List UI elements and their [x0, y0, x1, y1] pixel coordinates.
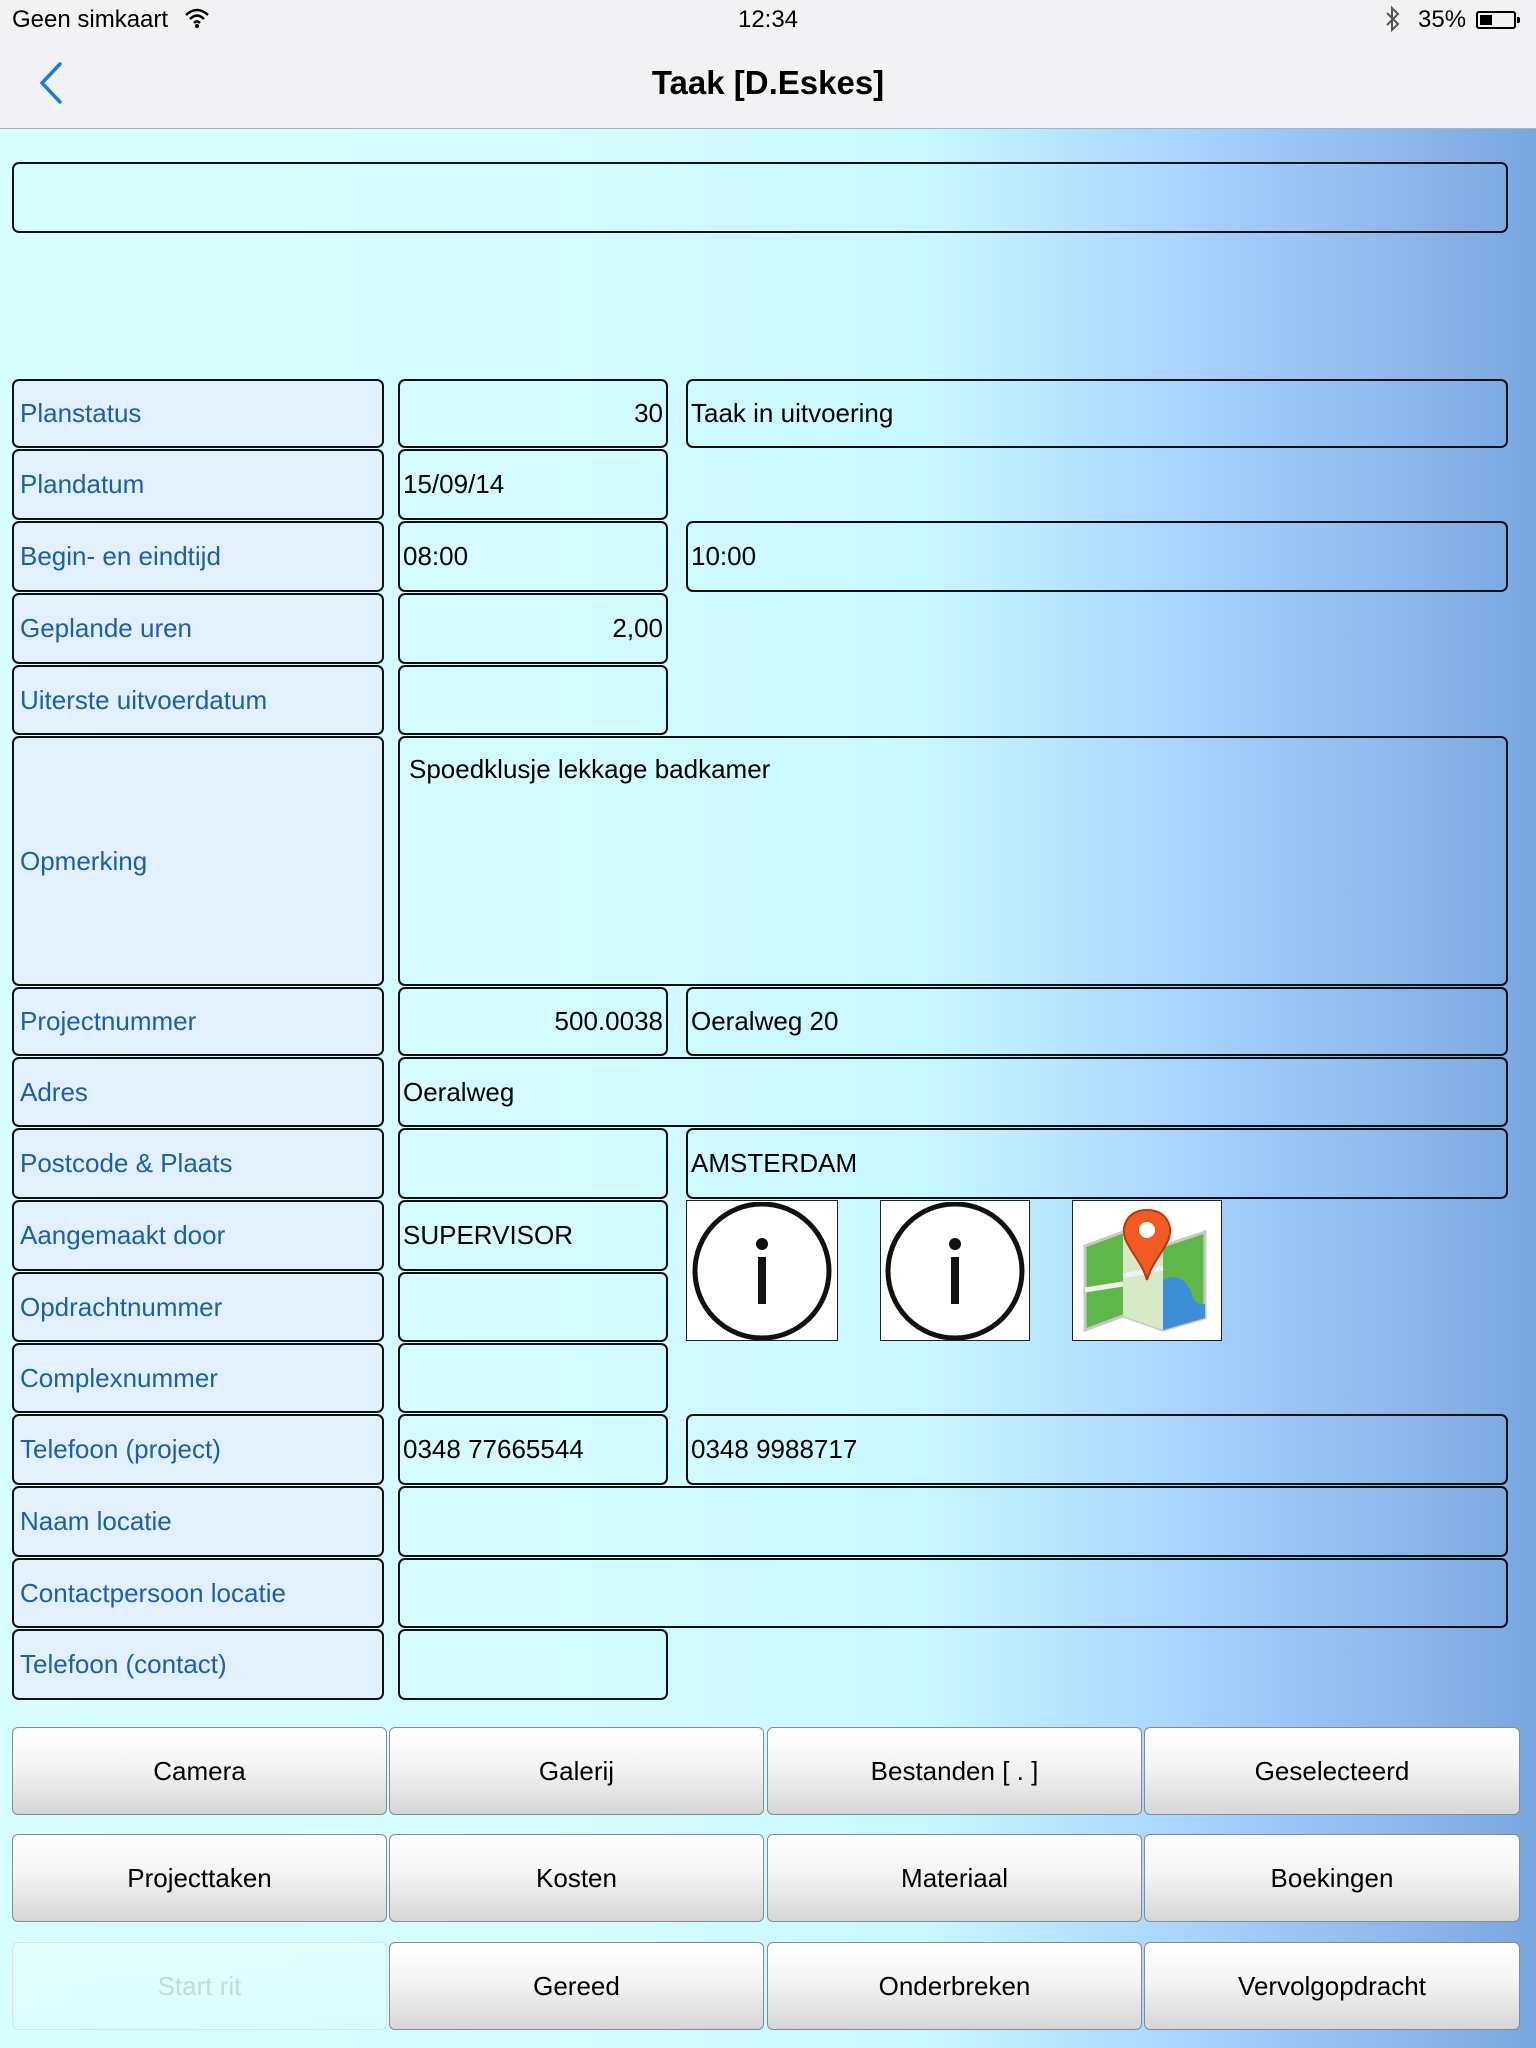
navigation-bar [0, 42, 1536, 129]
geplande-uren-field[interactable]: 2,00 [398, 593, 668, 664]
telefoon-project-field-2[interactable]: 0348 9988717 [686, 1414, 1508, 1485]
tijd-label: Begin- en eindtijd [12, 521, 384, 592]
projecttaken-button[interactable]: Projecttaken [12, 1834, 387, 1922]
opmerking-textarea[interactable]: Spoedklusje lekkage badkamer [398, 736, 1508, 986]
aangemaakt-door-field[interactable]: SUPERVISOR [398, 1200, 668, 1271]
clock: 12:34 [737, 6, 799, 33]
planstatus-label: Planstatus [12, 379, 384, 448]
projectnummer-field[interactable]: 500.0038 [398, 987, 668, 1056]
uiterste-uitvoerdatum-label: Uiterste uitvoerdatum [12, 665, 384, 735]
telefoon-contact-label: Telefoon (contact) [12, 1629, 384, 1700]
begintijd-field[interactable]: 08:00 [398, 521, 668, 592]
gereed-button[interactable]: Gereed [389, 1942, 764, 2030]
geselecteerd-button[interactable]: Geselecteerd [1144, 1727, 1520, 1815]
top-input[interactable] [12, 162, 1508, 233]
telefoon-project-field-1[interactable]: 0348 77665544 [398, 1414, 668, 1485]
projectnummer-label: Projectnummer [12, 987, 384, 1056]
info-icon [689, 1202, 835, 1340]
boekingen-button[interactable]: Boekingen [1144, 1834, 1520, 1922]
map-pin-icon [1077, 1206, 1217, 1336]
projectnaam-field[interactable]: Oeralweg 20 [686, 987, 1508, 1056]
status-bar [0, 0, 1536, 42]
galerij-button[interactable]: Galerij [389, 1727, 764, 1815]
map-button[interactable] [1072, 1200, 1222, 1341]
aangemaakt-door-label: Aangemaakt door [12, 1200, 384, 1271]
plaats-field[interactable]: AMSTERDAM [686, 1128, 1508, 1199]
naam-locatie-field[interactable] [398, 1486, 1508, 1557]
carrier-label: Geen simkaart [12, 6, 169, 33]
telefoon-contact-field[interactable] [398, 1629, 668, 1700]
adres-label: Adres [12, 1057, 384, 1127]
complexnummer-field[interactable] [398, 1343, 668, 1413]
contactpersoon-locatie-label: Contactpersoon locatie [12, 1558, 384, 1628]
opdrachtnummer-label: Opdrachtnummer [12, 1272, 384, 1342]
planstatus-code-field[interactable]: 30 [398, 379, 668, 448]
start-rit-button[interactable]: Start rit [12, 1942, 387, 2030]
plandatum-field[interactable]: 15/09/14 [398, 449, 668, 520]
page-title: Taak [D.Eskes] [651, 64, 885, 101]
info-button-1[interactable] [686, 1200, 838, 1341]
bestanden-button[interactable]: Bestanden [ . ] [767, 1727, 1142, 1815]
postcode-plaats-label: Postcode & Plaats [12, 1128, 384, 1199]
bluetooth-icon [1384, 5, 1402, 40]
planstatus-description-field[interactable]: Taak in uitvoering [686, 379, 1508, 448]
adres-field[interactable]: Oeralweg [398, 1057, 1508, 1127]
geplande-uren-label: Geplande uren [12, 593, 384, 664]
vervolgopdracht-button[interactable]: Vervolgopdracht [1144, 1942, 1520, 2030]
uiterste-uitvoerdatum-field[interactable] [398, 665, 668, 735]
onderbreken-button[interactable]: Onderbreken [767, 1942, 1142, 2030]
opdrachtnummer-field[interactable] [398, 1272, 668, 1342]
naam-locatie-label: Naam locatie [12, 1486, 384, 1557]
camera-button[interactable]: Camera [12, 1727, 387, 1815]
postcode-field[interactable] [398, 1128, 668, 1199]
eindtijd-field[interactable]: 10:00 [686, 521, 1508, 592]
telefoon-project-label: Telefoon (project) [12, 1414, 384, 1485]
plandatum-label: Plandatum [12, 449, 384, 520]
materiaal-button[interactable]: Materiaal [767, 1834, 1142, 1922]
task-form [0, 129, 1536, 2048]
complexnummer-label: Complexnummer [12, 1343, 384, 1413]
kosten-button[interactable]: Kosten [389, 1834, 764, 1922]
info-icon [883, 1202, 1027, 1340]
info-button-2[interactable] [880, 1200, 1030, 1341]
battery-percentage: 35% [1418, 6, 1467, 33]
battery-icon [1476, 11, 1516, 29]
opmerking-label: Opmerking [12, 736, 384, 986]
contactpersoon-locatie-field[interactable] [398, 1558, 1508, 1628]
